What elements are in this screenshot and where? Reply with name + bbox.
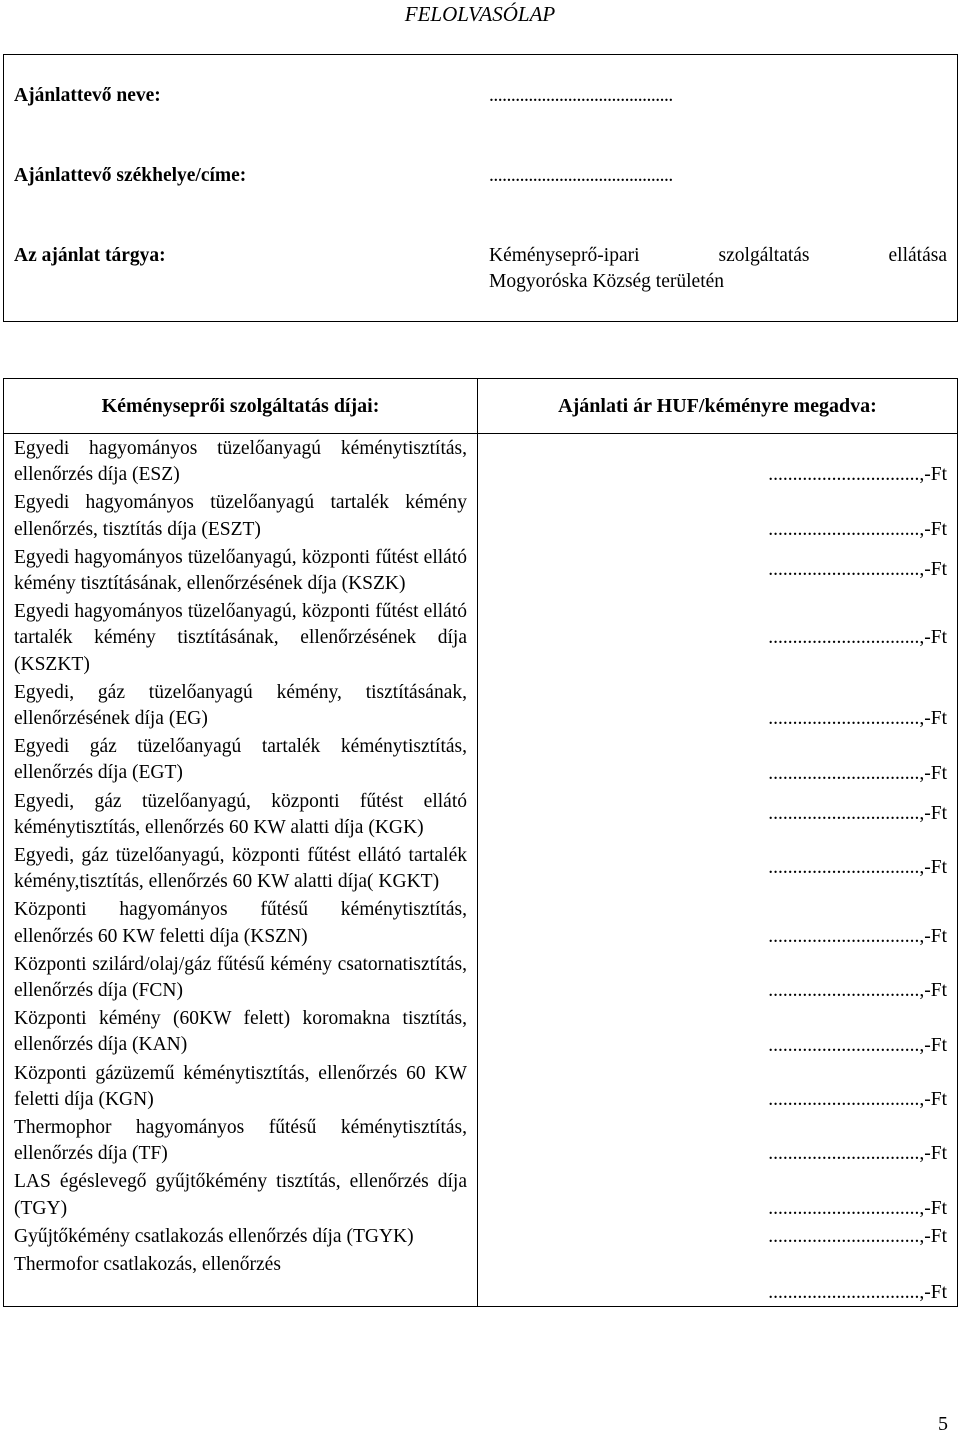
bidder-address-field[interactable]: .......................................... xyxy=(489,165,673,186)
price-row xyxy=(4,1113,958,1167)
offer-subject-row xyxy=(4,215,958,322)
bidder-address-row xyxy=(4,135,958,215)
price-field[interactable]: ...............................,-Ft xyxy=(478,1059,958,1113)
price-field[interactable]: ...............................,-Ft xyxy=(478,488,958,542)
price-field[interactable]: ...............................,-Ft xyxy=(478,895,958,949)
bidder-info-table xyxy=(3,54,958,322)
service-description: Thermophor hagyományos fűtésű kéménytisztítás, ellenőrzés díja (TF) xyxy=(4,1113,478,1167)
bidder-name-row xyxy=(4,55,958,136)
bidder-name-label: Ajánlattevő neve: xyxy=(14,85,161,106)
service-description: Thermofor csatlakozás, ellenőrzés xyxy=(4,1250,478,1307)
bidder-address-value-cell xyxy=(479,135,958,215)
service-fees-header: Kéményseprői szolgáltatás díjai: xyxy=(4,379,478,434)
price-row xyxy=(4,597,958,678)
bidder-name-field[interactable]: .......................................... xyxy=(489,85,673,106)
price-row xyxy=(4,1250,958,1307)
page-title: FELOLVASÓLAP xyxy=(404,2,556,26)
price-row xyxy=(4,488,958,542)
price-row xyxy=(4,1222,958,1250)
service-description: Egyedi hagyományos tüzelőanyagú kéménytisztítás, ellenőrzés díja (ESZ) xyxy=(4,434,478,489)
price-field[interactable]: ...............................,-Ft xyxy=(478,1167,958,1221)
price-field[interactable]: ...............................,-Ft xyxy=(478,841,958,895)
service-description: Gyűjtőkémény csatlakozás ellenőrzés díja (TGYK) xyxy=(4,1222,478,1250)
offer-subject-line-2: Mogyoróska Község területén xyxy=(489,271,725,292)
price-row xyxy=(4,1167,958,1221)
price-field[interactable]: ...............................,-Ft xyxy=(478,1004,958,1058)
price-table-header-row xyxy=(4,379,958,434)
service-description: Központi kémény (60KW felett) koromakna tisztítás, ellenőrzés díja (KAN) xyxy=(4,1004,478,1058)
price-field[interactable]: ...............................,-Ft xyxy=(478,434,958,489)
price-row xyxy=(4,787,958,841)
price-row xyxy=(4,950,958,1004)
price-field[interactable]: ...............................,-Ft xyxy=(478,950,958,1004)
offer-subject-line-1: Kéményseprő-ipari szolgáltatás ellátása xyxy=(489,245,947,266)
bidder-name-label-cell xyxy=(4,55,480,136)
price-row xyxy=(4,543,958,597)
price-field[interactable]: ...............................,-Ft xyxy=(478,678,958,732)
offer-subject-label-cell xyxy=(4,215,480,322)
service-description: Központi szilárd/olaj/gáz fűtésű kémény csatornatisztítás, ellenőrzés díja (FCN) xyxy=(4,950,478,1004)
offer-subject-label: Az ajánlat tárgya: xyxy=(14,245,166,266)
service-description: Egyedi hagyományos tüzelőanyagú tartalék kémény ellenőrzés, tisztítás díja (ESZT) xyxy=(4,488,478,542)
price-row xyxy=(4,895,958,949)
service-description: Egyedi, gáz tüzelőanyagú, központi fűtést ellátó kéménytisztítás, ellenőrzés 60 KW alatti díja (KGK) xyxy=(4,787,478,841)
service-description: Központi hagyományos fűtésű kéménytisztítás, ellenőrzés 60 KW feletti díja (KSZN) xyxy=(4,895,478,949)
service-description: Egyedi hagyományos tüzelőanyagú, központi fűtést ellátó kémény tisztításának, ellenőrzésének díja (KSZK) xyxy=(4,543,478,597)
price-row xyxy=(4,841,958,895)
price-field[interactable]: ...............................,-Ft xyxy=(478,732,958,786)
price-row xyxy=(4,1059,958,1113)
page-number: 5 xyxy=(938,1413,948,1435)
price-field[interactable]: ...............................,-Ft xyxy=(478,787,958,841)
service-description: LAS égéslevegő gyűjtőkémény tisztítás, ellenőrzés díja (TGY) xyxy=(4,1167,478,1221)
service-description: Egyedi, gáz tüzelőanyagú, központi fűtést ellátó tartalék kémény,tisztítás, ellenőrzés 60 KW alatti díja( KGKT) xyxy=(4,841,478,895)
price-field[interactable]: ...............................,-Ft xyxy=(478,1113,958,1167)
service-description: Egyedi gáz tüzelőanyagú tartalék kéménytisztítás, ellenőrzés díja (EGT) xyxy=(4,732,478,786)
bidder-name-value-cell xyxy=(479,55,958,136)
price-field[interactable]: ...............................,-Ft xyxy=(478,1250,958,1307)
offer-subject-value-cell xyxy=(479,215,958,322)
offer-price-header: Ajánlati ár HUF/kéményre megadva: xyxy=(478,379,958,434)
price-field[interactable]: ...............................,-Ft xyxy=(478,1222,958,1250)
price-row xyxy=(4,434,958,489)
price-field[interactable]: ...............................,-Ft xyxy=(478,597,958,678)
price-row xyxy=(4,732,958,786)
service-description: Egyedi hagyományos tüzelőanyagú, központi fűtést ellátó tartalék kémény tisztításának, ellenőrzésének díja (KSZKT) xyxy=(4,597,478,678)
bidder-address-label: Ajánlattevő székhelye/címe: xyxy=(14,165,247,186)
service-description: Egyedi, gáz tüzelőanyagú kémény, tisztításának, ellenőrzésének díja (EG) xyxy=(4,678,478,732)
bidder-address-label-cell xyxy=(4,135,480,215)
price-row xyxy=(4,1004,958,1058)
price-field[interactable]: ...............................,-Ft xyxy=(478,543,958,597)
service-description: Központi gázüzemű kéménytisztítás, ellenőrzés 60 KW feletti díja (KGN) xyxy=(4,1059,478,1113)
price-table xyxy=(3,378,958,1307)
price-row xyxy=(4,678,958,732)
price-table-body xyxy=(4,434,958,1307)
